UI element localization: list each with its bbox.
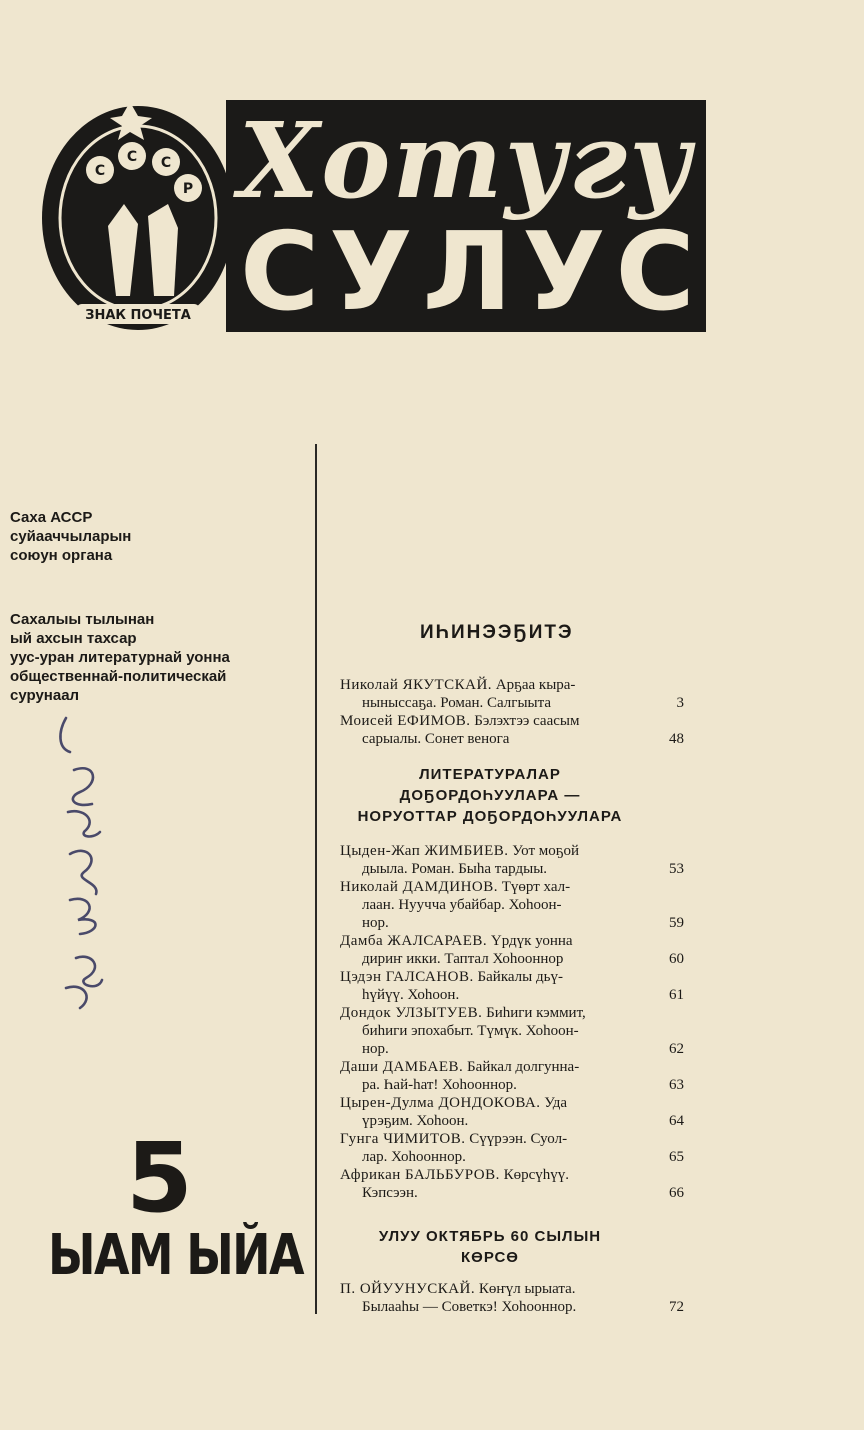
section-heading — [290, 764, 690, 827]
toc-title: һүйүү. Хоһоон. — [362, 987, 460, 1003]
section-heading-line: КӨРСӨ — [461, 1249, 519, 1266]
subtitle-line: Сахалыы тылынан — [10, 611, 155, 628]
toc-author: Цыден-Жап ЖИМБИЕВ. — [340, 843, 509, 859]
toc-entry — [340, 1166, 684, 1202]
issue-month: ЫАМ ЫЙА — [48, 1223, 303, 1288]
subtitle-line: сурунаал — [10, 687, 80, 704]
section-heading-line: НОРУОТТАР ДОҔОРДОҺУУЛАРА — [357, 808, 623, 825]
toc-page: 63 — [669, 1077, 684, 1093]
toc-title: Арҕаа кыра- — [495, 677, 576, 693]
emblem-letter: С — [94, 163, 106, 179]
toc-author: Дамба ЖАЛСАРАЕВ. — [340, 933, 488, 949]
toc-page: 65 — [669, 1149, 684, 1165]
toc-title: Түөрт хал- — [501, 879, 571, 895]
org-line: Саха АССР — [10, 509, 93, 526]
toc-entry — [340, 1058, 684, 1094]
toc-title: дыыла. Роман. Быһа тардыы. — [362, 861, 548, 877]
toc-title: лар. Хоһооннор. — [362, 1149, 466, 1165]
masthead-title-line1: Хотугу — [238, 99, 694, 222]
section-heading-line: ДОҔОРДОҺУУЛАРА — — [399, 787, 581, 804]
toc-author: Цэдэн ГАЛСАНОВ. — [340, 969, 474, 985]
journal-subtitle — [10, 610, 230, 705]
toc-title: Байкалы дьү- — [477, 969, 563, 985]
toc-page: 64 — [669, 1113, 684, 1129]
toc-title: Уда — [544, 1095, 568, 1111]
toc-page: 66 — [669, 1185, 684, 1201]
section-heading — [290, 1226, 690, 1268]
toc-title: Көрсүһүү. — [503, 1167, 570, 1183]
toc-page: 62 — [669, 1041, 684, 1057]
toc-title: Бэлэхтээ саасым — [474, 713, 580, 729]
toc-title: Көҥүл ырыата. — [478, 1281, 576, 1297]
toc-author: Даши ДАМБАЕВ. — [340, 1059, 464, 1075]
toc-author: П. ОЙУУНУСКАЙ. — [340, 1281, 476, 1297]
issue-number: 5 — [126, 1122, 193, 1234]
toc-entry — [340, 1094, 684, 1130]
toc-entry — [340, 1130, 684, 1166]
toc-page: 53 — [669, 861, 684, 877]
toc-title: үрэҕим. Хоһоон. — [362, 1113, 469, 1129]
toc-title: ныныссаҕа. Роман. Салгыыта — [362, 695, 551, 711]
toc-author: Африкан БАЛЬБУРОВ. — [340, 1167, 500, 1183]
toc-author: Гунга ЧИМИТОВ. — [340, 1131, 466, 1147]
toc-title: Кэпсээн. — [362, 1185, 418, 1201]
emblem-motto: ЗНАК ПОЧЕТА — [85, 308, 191, 323]
toc-author: Моисей ЕФИМОВ. — [340, 713, 471, 729]
emblem-letter: Р — [182, 181, 194, 197]
toc-title: ра. Һай-һат! Хоһооннор. — [362, 1077, 517, 1093]
toc-entry — [340, 712, 684, 748]
toc-title: лаан. Нууччa убайбар. Хоһоон- — [362, 897, 562, 913]
contents-heading: ИҺИНЭЭҔИТЭ — [420, 622, 574, 643]
toc-title: Биһиги кэммит, — [486, 1005, 586, 1021]
toc-title: Уот моҕой — [512, 843, 580, 859]
toc-entry — [340, 676, 684, 712]
masthead-title-block — [226, 99, 706, 335]
toc-page: 3 — [676, 695, 684, 711]
toc-page: 48 — [669, 731, 684, 747]
toc-author: Николай ЯКУТСКАЙ. — [340, 677, 493, 693]
toc-title: дириҥ икки. Таптал Хоһооннор — [362, 951, 564, 967]
toc-entry — [340, 932, 684, 968]
toc-title: биһиги эпохабыт. Түмүк. Хоһоон- — [362, 1023, 579, 1039]
order-badge-emblem — [38, 96, 238, 340]
toc-entry — [340, 842, 684, 878]
subtitle-line: ый ахсын тахсар — [10, 630, 137, 647]
toc-entry — [340, 1004, 684, 1058]
masthead-title-line2: СУЛУС — [240, 210, 705, 335]
toc-page: 61 — [669, 987, 684, 1003]
subtitle-line: уус-уран литературнай уонна — [10, 649, 230, 666]
toc-page: 59 — [669, 915, 684, 931]
toc-title: сарыалы. Сонет венога — [362, 731, 510, 747]
section-heading-line: УЛУУ ОКТЯБРЬ 60 СЫЛЫН — [378, 1228, 602, 1245]
toc-title: Байкал долгунна- — [467, 1059, 580, 1075]
toc-entry — [340, 878, 684, 932]
org-line: суйааччыларын — [10, 528, 132, 545]
emblem-letter: С — [160, 155, 172, 171]
column-divider — [315, 444, 317, 1314]
toc-author: Цырен-Дулма ДОНДОКОВА. — [340, 1095, 541, 1111]
toc-title: нор. — [362, 915, 389, 931]
organization-block — [10, 508, 131, 565]
toc-title: нор. — [362, 1041, 389, 1057]
section-heading-line: ЛИТЕРАТУРАЛАР — [419, 766, 561, 783]
handwritten-signature — [40, 712, 140, 1022]
toc-entry — [340, 968, 684, 1004]
toc-author: Дондок УЛЗЫТУЕВ. — [340, 1005, 483, 1021]
toc-title: Сүүрээн. Суол- — [469, 1131, 568, 1147]
org-line: союун органа — [10, 547, 113, 564]
toc-entry — [340, 1280, 684, 1316]
toc-page: 72 — [669, 1299, 684, 1315]
toc-title: Үрдүк уонна — [490, 933, 573, 949]
toc-page: 60 — [669, 951, 684, 967]
emblem-letter: С — [126, 149, 138, 165]
toc-title: Былааһы — Советкэ! Хоһооннор. — [362, 1299, 577, 1315]
subtitle-line: общественнай-политическай — [10, 668, 227, 685]
toc-author: Николай ДАМДИНОВ. — [340, 879, 498, 895]
